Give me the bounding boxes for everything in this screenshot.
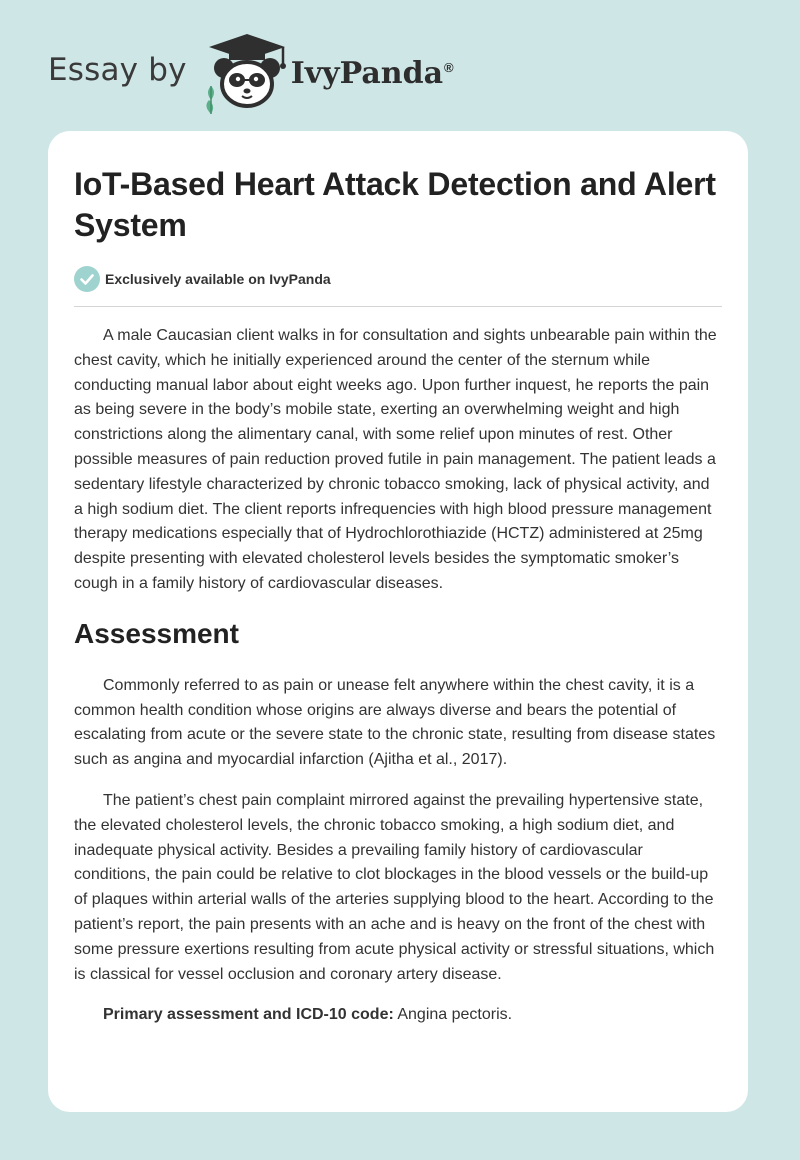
essay-card	[48, 131, 748, 1112]
check-icon	[74, 266, 100, 292]
section-heading-assessment: Assessment	[74, 617, 239, 649]
primary-assessment-label: Primary assessment and ICD-10 code:	[103, 1006, 394, 1024]
essay-by-label: Essay by	[48, 52, 187, 88]
panda-graduate-icon[interactable]	[199, 30, 295, 114]
registered-mark: ®	[444, 59, 454, 75]
exclusive-label: Exclusively available on IvyPanda	[105, 271, 331, 287]
brand-name-text: IvyPanda	[290, 55, 444, 91]
exclusive-badge	[74, 266, 722, 292]
divider	[74, 306, 722, 307]
primary-assessment-value: Angina pectoris.	[393, 1006, 513, 1024]
intro-paragraph: A male Caucasian client walks in for consultation and sights unbearable pain within the chest cavity, which he initially experienced around the center of the sternum while conducting manual labor about eight weeks ago. Upon further inquest, he reports the pain as being severe in the body’s mobile state, exerting an overwhelming weight and high constrictions along the alimentary canal, with some relief upon minutes of rest. Other possible measures of pain reduction proved futile in pain management. The patient leads a sedentary lifestyle characterized by chronic tobacco smoking, lack of physical activity, and a high sodium diet. The client reports infrequencies with high blood pressure management therapy medications especially that of Hydrochlorothiazide (HCTZ) administered at 25mg despite presenting with elevated cholesterol levels besides the symptomatic smoker’s cough in a family history of cardiovascular diseases.	[74, 327, 717, 592]
site-header	[48, 30, 454, 114]
brand-name[interactable]	[291, 56, 454, 91]
essay-title: IoT-Based Heart Attack Detection and Alert System	[74, 166, 716, 243]
assessment-paragraph-2: The patient’s chest pain complaint mirrored against the prevailing hypertensive state, the elevated cholesterol levels, the chronic tobacco smoking, a high sodium diet, and inadequate physical activity. Besides a prevailing family history of cardiovascular conditions, the pain could be relative to clot blockages in the blood vessels or the build-up of plaques within arterial walls of the arteries supplying blood to the heart. According to the patient’s report, the pain presents with an ache and is heavy on the front of the chest with some pressure exertions resulting from acute physical activity or stressful situations, which is classical for vessel occlusion and coronary artery disease.	[74, 791, 715, 983]
primary-assessment-line	[74, 1003, 722, 1028]
assessment-paragraph-1: Commonly referred to as pain or unease felt anywhere within the chest cavity, it is a common health condition whose origins are always diverse and bears the potential of escalating from acute or the severe state to the chronic state, resulting from disease states such as angina and myocardial infarction (Ajitha et al., 2017).	[74, 676, 716, 769]
